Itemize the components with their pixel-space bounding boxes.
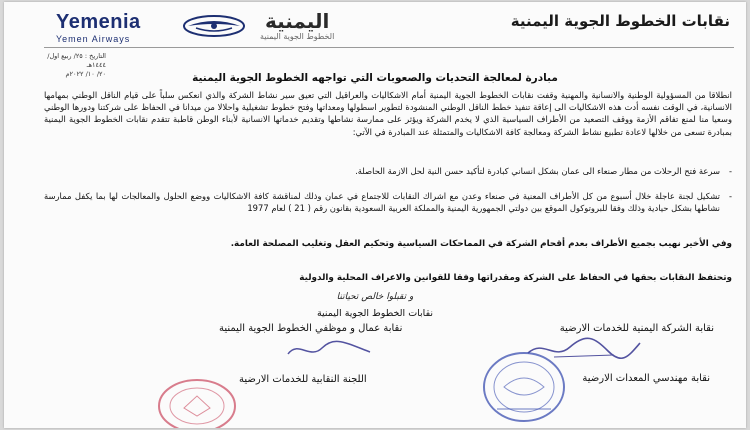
bullet-dot: - <box>728 166 732 176</box>
yemenia-logo-ar <box>260 10 334 41</box>
yemenia-logo-en <box>56 12 141 44</box>
airline-emblem-icon <box>182 14 246 38</box>
letter-subject: مبادرة لمعالجة التحديات والصعوبات التي تواجهه الخطوط الجوية اليمنية <box>192 72 558 84</box>
logo-ar-subtitle: الخطوط الجوية اليمنية <box>260 32 335 41</box>
engineers-union-stamp-icon <box>479 347 569 427</box>
ground-committee-stamp-icon <box>154 372 240 428</box>
org-title: نقابات الخطوط الجوية اليمنية <box>510 12 730 30</box>
greeting: و تقبلوا خالص تحياتنا <box>336 292 414 302</box>
intro-paragraph: انطلاقا من المسؤولية الوطنية والانسانية والمهنية وقفت نقابات الخطوط الجوية اليمنية أمام الاشكاليات والعراقيل التي تعيق سير نشاط الشركة والذي انعكس سلباً على قيام الناقل الوطني بمهامها الانسانية، في الوقت نفسه أدت هذه الاشكاليات الى إعاقة تنفيذ خطط الناقل الوطني المنشودة لتطوير اسطولها ومعداتها وفتح خطوط تشغيلية واحلالا من ميدانا في الحفاظ على شركتنا ودورها الوطني وسعيا منا لمنع تفاقم الأزمة ووقف التصعيد من الأطراف السياسية الذي لا يخدم الشركة ويؤثر على ممارسة نشاطها وتقديم خدماتها الانسانية لأبناء الوطن قاطبة تتقدم نقابات الخطوط الجوية اليمنية بمبادرة تسعى من خلالها لاعادة تطبيع نشاط الشركة ومعالجة كافة الاشكاليات والمتمثلة عند المبادرة في الآتي: <box>44 90 732 137</box>
logo-ar-text: اليمنية <box>264 9 330 33</box>
signature-ground-committee: اللجنة النقابية للخدمات الارضية <box>239 374 367 385</box>
signoff: نقابات الخطوط الجوية اليمنية <box>316 308 434 319</box>
closing-paragraph-2: وتحتفظ النقابات بحقها في الحفاظ على الشركة ومقدراتها وفقا للقوانين والاعراف المحلية والدولية <box>299 273 732 283</box>
closing-paragraph-1: وفي الأخير نهيب بجميع الأطراف بعدم أقحام الشركة في المماحكات السياسية وتحكيم العقل وتغليب المصلحة العامة. <box>230 239 732 249</box>
bullet-text-2: تشكيل لجنة عاجلة خلال أسبوع من كل الأطراف المعنية في صنعاء وعدن مع اشراك النقابات للاجتماع في عمان وذلك لمناقشة كافة الاشكاليات ووضع الحلول والمعالجات لها بما يكفل ممارسة نشاطها بشكل حيادية وذلك وفقا للبروتوكول الموقع بين دولتي الجمهورية اليمنية والمملكة العربية السعودية بقانون رقم ( 21 ) لعام 1977 <box>44 191 720 214</box>
bullet-item-1 <box>44 165 732 177</box>
bullet-text-1: سرعة فتح الرحلات من مطار صنعاء الى عمان بشكل انساني كبادرة لتأكيد حسن النية لحل الازمة الحاصلة. <box>355 166 720 176</box>
date-hijri: التاريخ : ٢٥/ ربيع اول/ ١٤٤٤هـ <box>47 52 106 69</box>
signature-engineers-union: نقابة مهندسي المعدات الارضية <box>582 373 710 384</box>
logo-en-subtitle: Yemen Airways <box>56 34 131 44</box>
logo-en-text: Yemenia <box>56 11 141 33</box>
signature-ground-services-union: نقابة الشركة اليمنية للخدمات الارضية <box>559 323 714 334</box>
handwritten-signature-2 <box>284 338 374 362</box>
date-gregorian: ٢٠/ ١٠/ ٢٠٢٢م <box>65 70 106 78</box>
header-divider <box>44 47 734 48</box>
bullet-item-2 <box>44 190 732 214</box>
signature-workers-union: نقابة عمال و موظفي الخطوط الجوية اليمنية <box>219 323 403 334</box>
letter-page <box>4 2 746 428</box>
bullet-dot: - <box>728 191 732 201</box>
